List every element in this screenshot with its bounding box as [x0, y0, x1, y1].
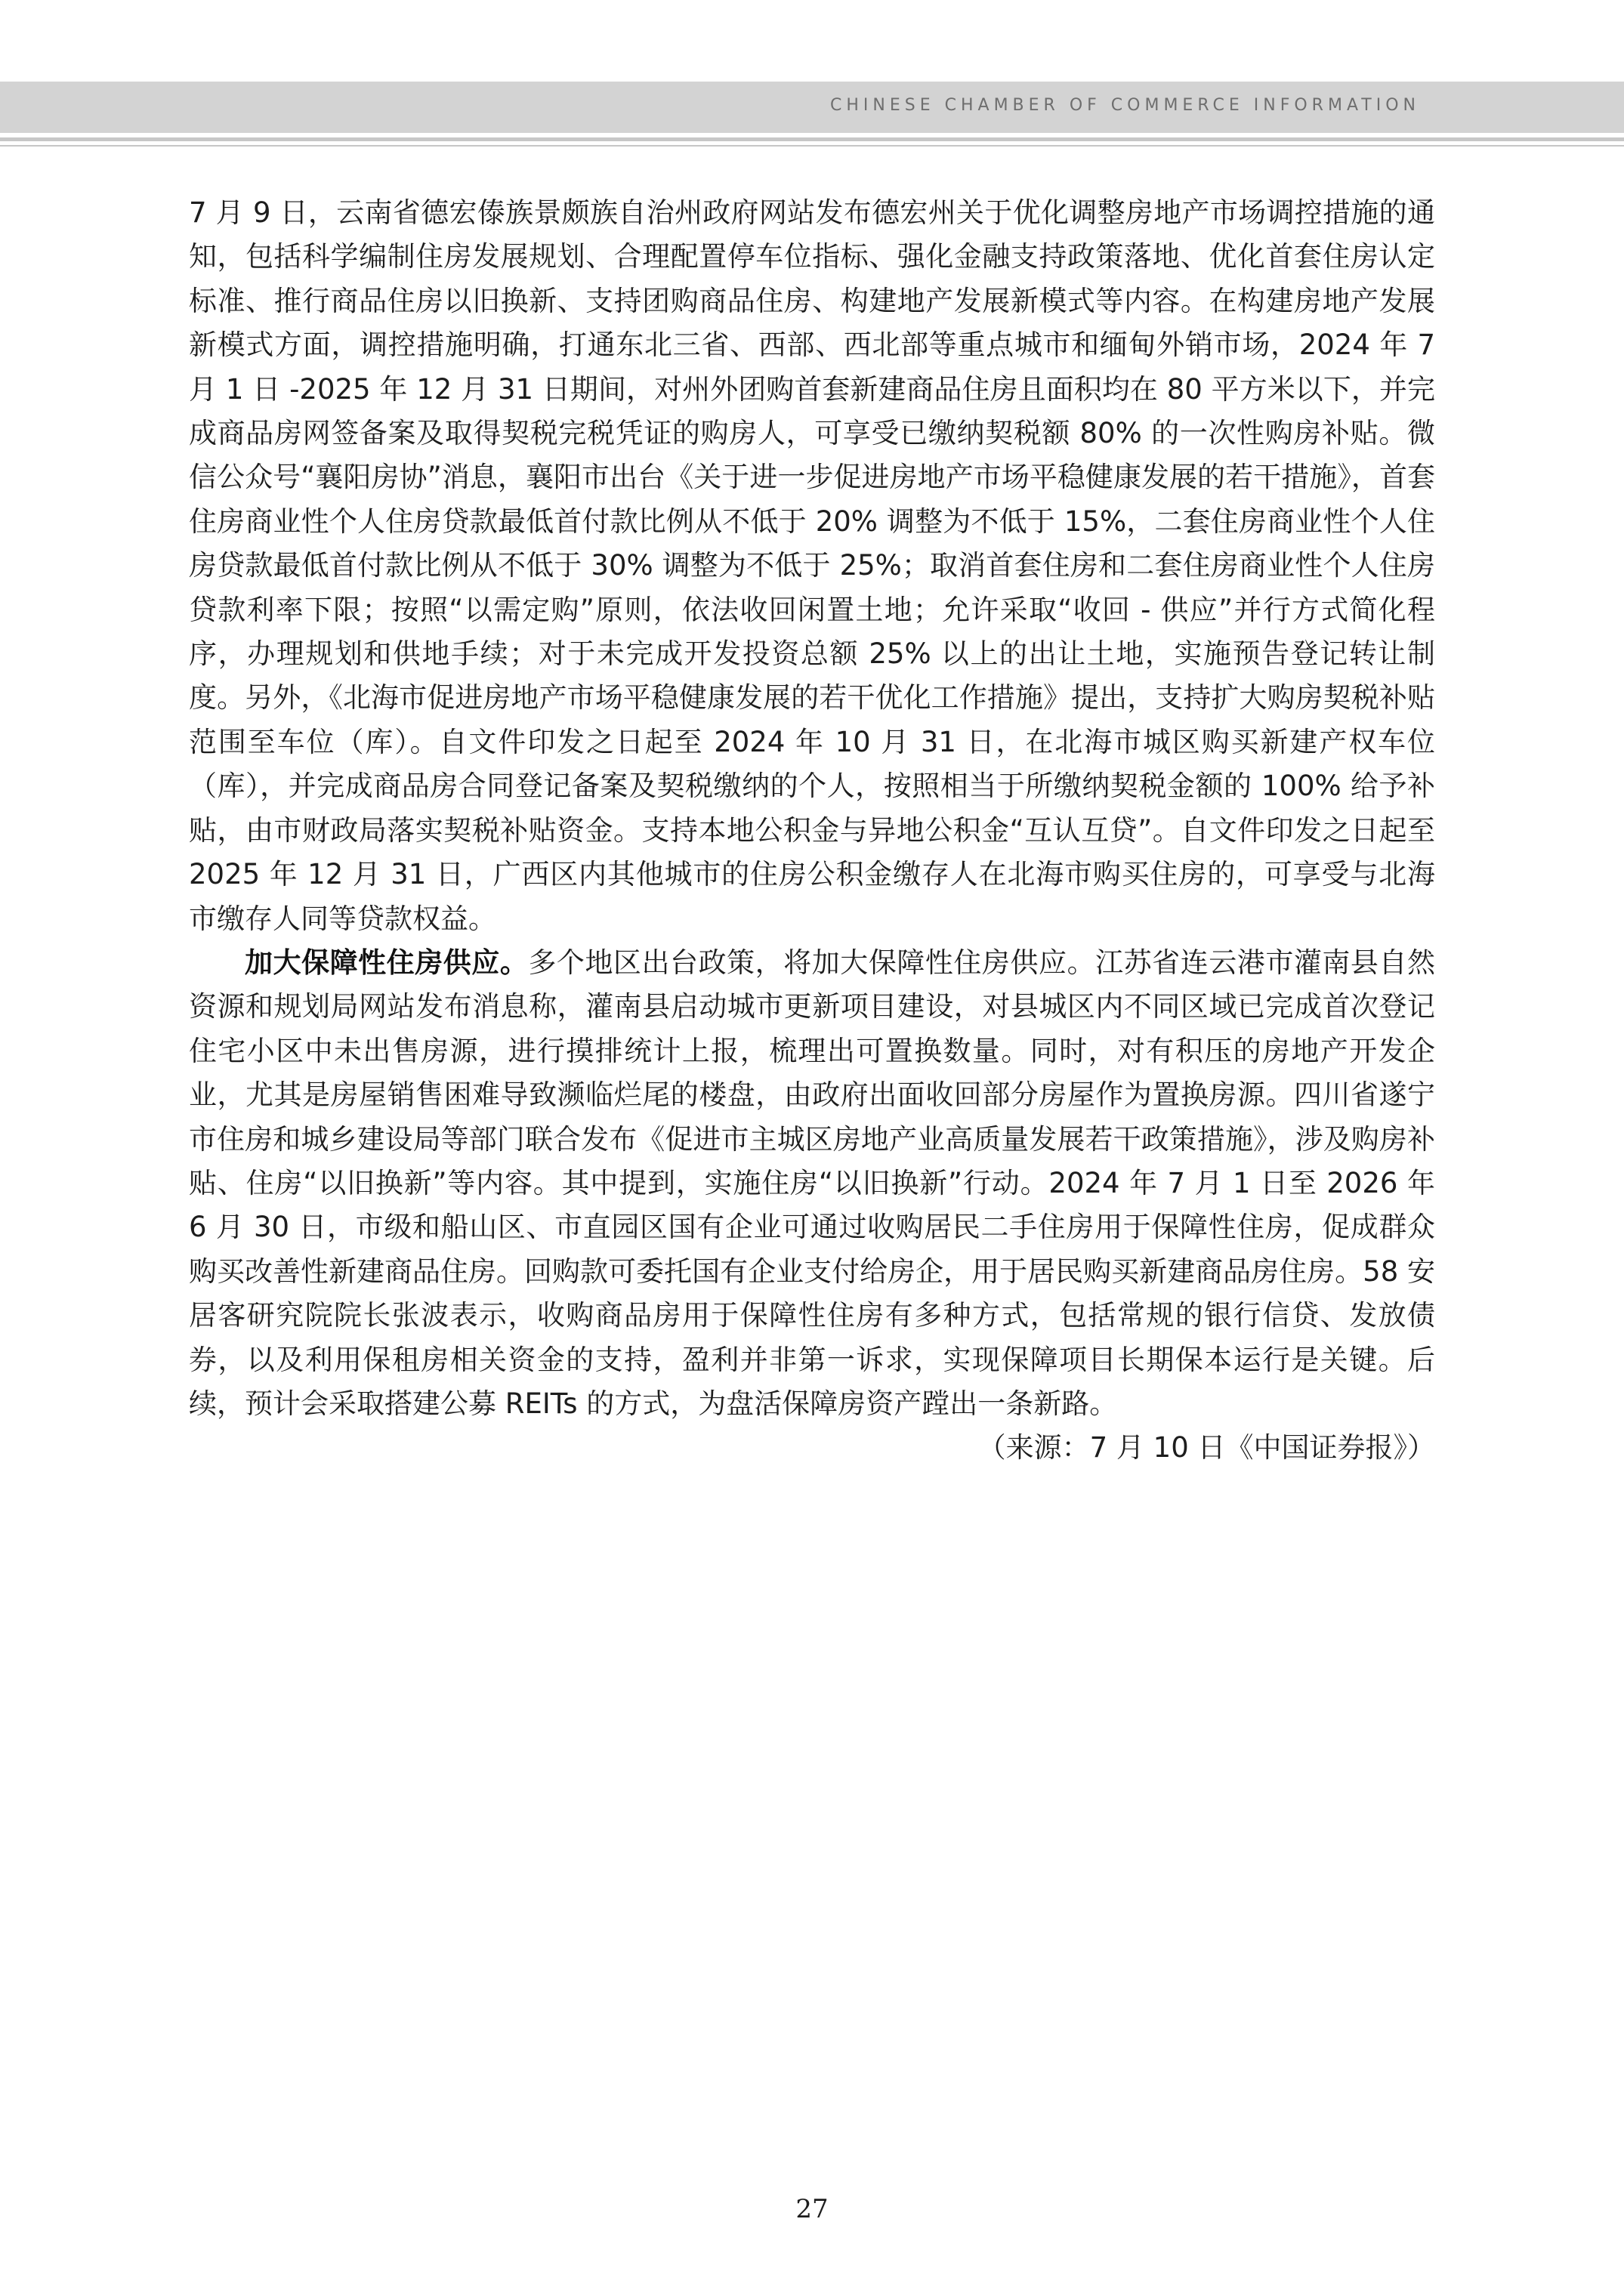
header-rule — [0, 137, 1624, 141]
source-citation: （来源：7 月 10 日《中国证券报》） — [977, 1431, 1435, 1464]
header-rule-thin — [0, 145, 1624, 147]
paragraph-lead-heading: 加大保障性住房供应。 — [245, 946, 529, 979]
page-number: 27 — [795, 2194, 829, 2224]
article-paragraph-1: 7 月 9 日，云南省德宏傣族景颇族自治州政府网站发布德宏州关于优化调整房地产市场调控措施的通知，包括科学编制住房发展规划、合理配置停车位指标、强化金融支持政策落地、优化首套住房认定标准、推行商品住房以旧换新、支持团购商品住房、构建地产发展新模式等内容。在构建房地产发展新模式方面，调控措施明确，打通东北三省、西部、西北部等重点城市和缅甸外销市场，2024 年 7 月 1 日 -2025 年 12 月 31 日期间，对州外团购首套新建商品住房且面积均在 80 平方米以下，并完成商品房网签备案及取得契税完税凭证的购房人，可享受已缴纳契税额 80% 的一次性购房补贴。微信公众号“襄阳房协”消息，襄阳市出台《关于进一步促进房地产市场平稳健康发展的若干措施》，首套住房商业性个人住房贷款最低首付款比例从不低于 20% 调整为不低于 15%，二套住房商业性个人住房贷款最低首付款比例从不低于 30% 调整为不低于 25%；取消首套住房和二套住房商业性个人住房贷款利率下限；按照“以需定购”原则，依法收回闲置土地；允许采取“收回 - 供应”并行方式简化程序，办理规划和供地手续；对于未完成开发投资总额 25% 以上的出让土地，实施预告登记转让制度。另外，《北海市促进房地产市场平稳健康发展的若干优化工作措施》提出，支持扩大购房契税补贴范围至车位（库）。自文件印发之日起至 2024 年 10 月 31 日，在北海市城区购买新建产权车位（库），并完成商品房合同登记备案及契税缴纳的个人，按照相当于所缴纳契税金额的 100% 给予补贴，由市财政局落实契税补贴资金。支持本地公积金与异地公积金“互认互贷”。自文件印发之日起至 2025 年 12 月 31 日，广西区内其他城市的住房公积金缴存人在北海市购买住房的，可享受与北海市缴存人同等贷款权益。 — [189, 196, 1435, 935]
article-body — [189, 191, 1435, 1471]
article-paragraph-2 — [189, 941, 1435, 1426]
publication-title: CHINESE CHAMBER OF COMMERCE INFORMATION — [830, 96, 1420, 115]
paragraph-2-body: 多个地区出台政策，将加大保障性住房供应。江苏省连云港市灌南县自然资源和规划局网站发布消息称，灌南县启动城市更新项目建设，对县城区内不同区域已完成首次登记住宅小区中未出售房源，进行摸排统计上报，梳理出可置换数量。同时，对有积压的房地产开发企业，尤其是房屋销售困难导致濒临烂尾的楼盘，由政府出面收回部分房屋作为置换房源。四川省遂宁市住房和城乡建设局等部门联合发布《促进市主城区房地产业高质量发展若干政策措施》，涉及购房补贴、住房“以旧换新”等内容。其中提到，实施住房“以旧换新”行动。2024 年 7 月 1 日至 2026 年 6 月 30 日，市级和船山区、市直园区国有企业可通过收购居民二手住房用于保障性住房，促成群众购买改善性新建商品住房。回购款可委托国有企业支付给房企，用于居民购买新建商品房住房。58 安居客研究院院长张波表示，收购商品房用于保障性住房有多种方式，包括常规的银行信贷、发放债券，以及利用保租房相关资金的支持，盈利并非第一诉求，实现保障项目长期保本运行是关键。后续，预计会采取搭建公募 REITs 的方式，为盘活保障房资产蹚出一条新路。 — [189, 946, 1436, 1420]
